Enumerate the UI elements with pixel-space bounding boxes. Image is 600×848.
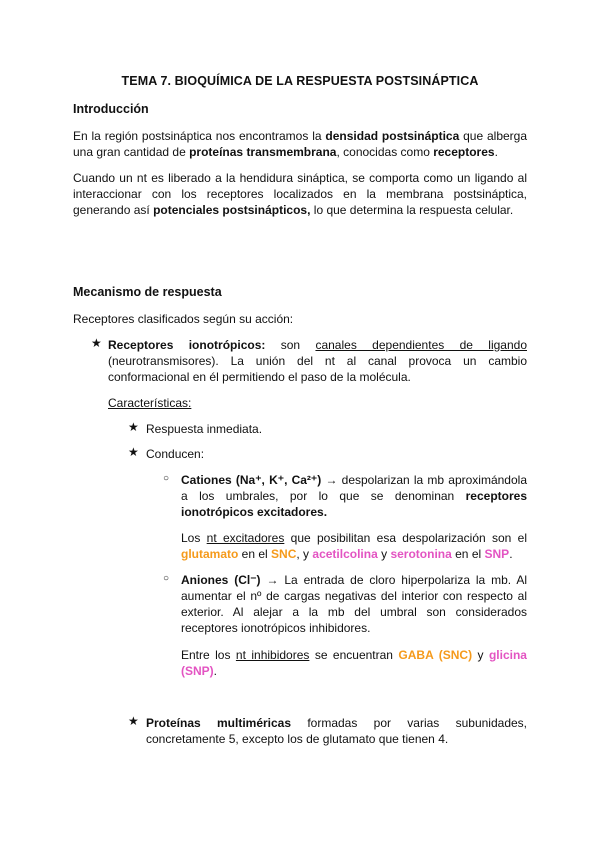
mecanismo-lead: Receptores clasificados según su acción: — [73, 312, 294, 326]
star-bullet-icon: ★ — [91, 336, 102, 350]
mecanismo-heading: Mecanismo de respuesta — [73, 285, 222, 299]
aniones-item: Aniones (Cl⁻) → La entrada de cloro hiperpolariza la mb. Al aumentar el nº de cargas negativas del interior con respecto al exterior. Al alejar a la mb del umbral son considerados receptores ionotrópicos inhibidores. — [181, 573, 528, 635]
intro-heading: Introducción — [73, 102, 149, 116]
caracteristica-1: Respuesta inmediata. — [146, 422, 263, 436]
caracteristicas-label: Características: — [108, 396, 192, 410]
page-title: TEMA 7. BIOQUÍMICA DE LA RESPUESTA POSTSINÁPTICA — [121, 74, 479, 88]
multimericas-item: Proteínas multiméricas formadas por varias subunidades, concretamente 5, excepto los de glutamato que tienen 4. — [146, 716, 527, 746]
intro-paragraph-2: Cuando un nt es liberado a la hendidura sináptica, se comporta como un ligando al interaccionar con los receptores localizados en la membrana postsináptica, generando así potenciales postsinápticos, lo que determina la respuesta celular. — [73, 171, 527, 217]
star-bullet-icon: ★ — [128, 445, 139, 459]
circle-bullet-icon: ○ — [163, 573, 170, 584]
star-bullet-icon: ★ — [128, 420, 139, 434]
intro-paragraph-1: En la región postsináptica nos encontramos la densidad postsináptica que alberga una gran cantidad de proteínas transmembrana, conocidas como receptores. — [73, 129, 528, 159]
excitadores-note: Los nt excitadores que posibilitan esa despolarización son el glutamato en el SNC, y acetilcolina y serotonina en el SNP. — [181, 531, 527, 561]
star-bullet-icon: ★ — [128, 714, 139, 728]
inhibidores-note: Entre los nt inhibidores se encuentran GABA (SNC) y glicina (SNP). — [181, 648, 527, 678]
caracteristica-2: Conducen: — [146, 447, 205, 461]
circle-bullet-icon: ○ — [163, 473, 170, 484]
cationes-item: Cationes (Na⁺, K⁺, Ca²⁺) → despolarizan la mb aproximándola a los umbrales, por lo que se denominan receptores ionotrópicos excitadores. — [181, 473, 527, 519]
ionotropicos-item: Receptores ionotrópicos: son canales dependientes de ligando (neurotransmisores). La unión del nt al canal provoca un cambio conformacional en él permitiendo el paso de la molécula. — [108, 338, 527, 384]
